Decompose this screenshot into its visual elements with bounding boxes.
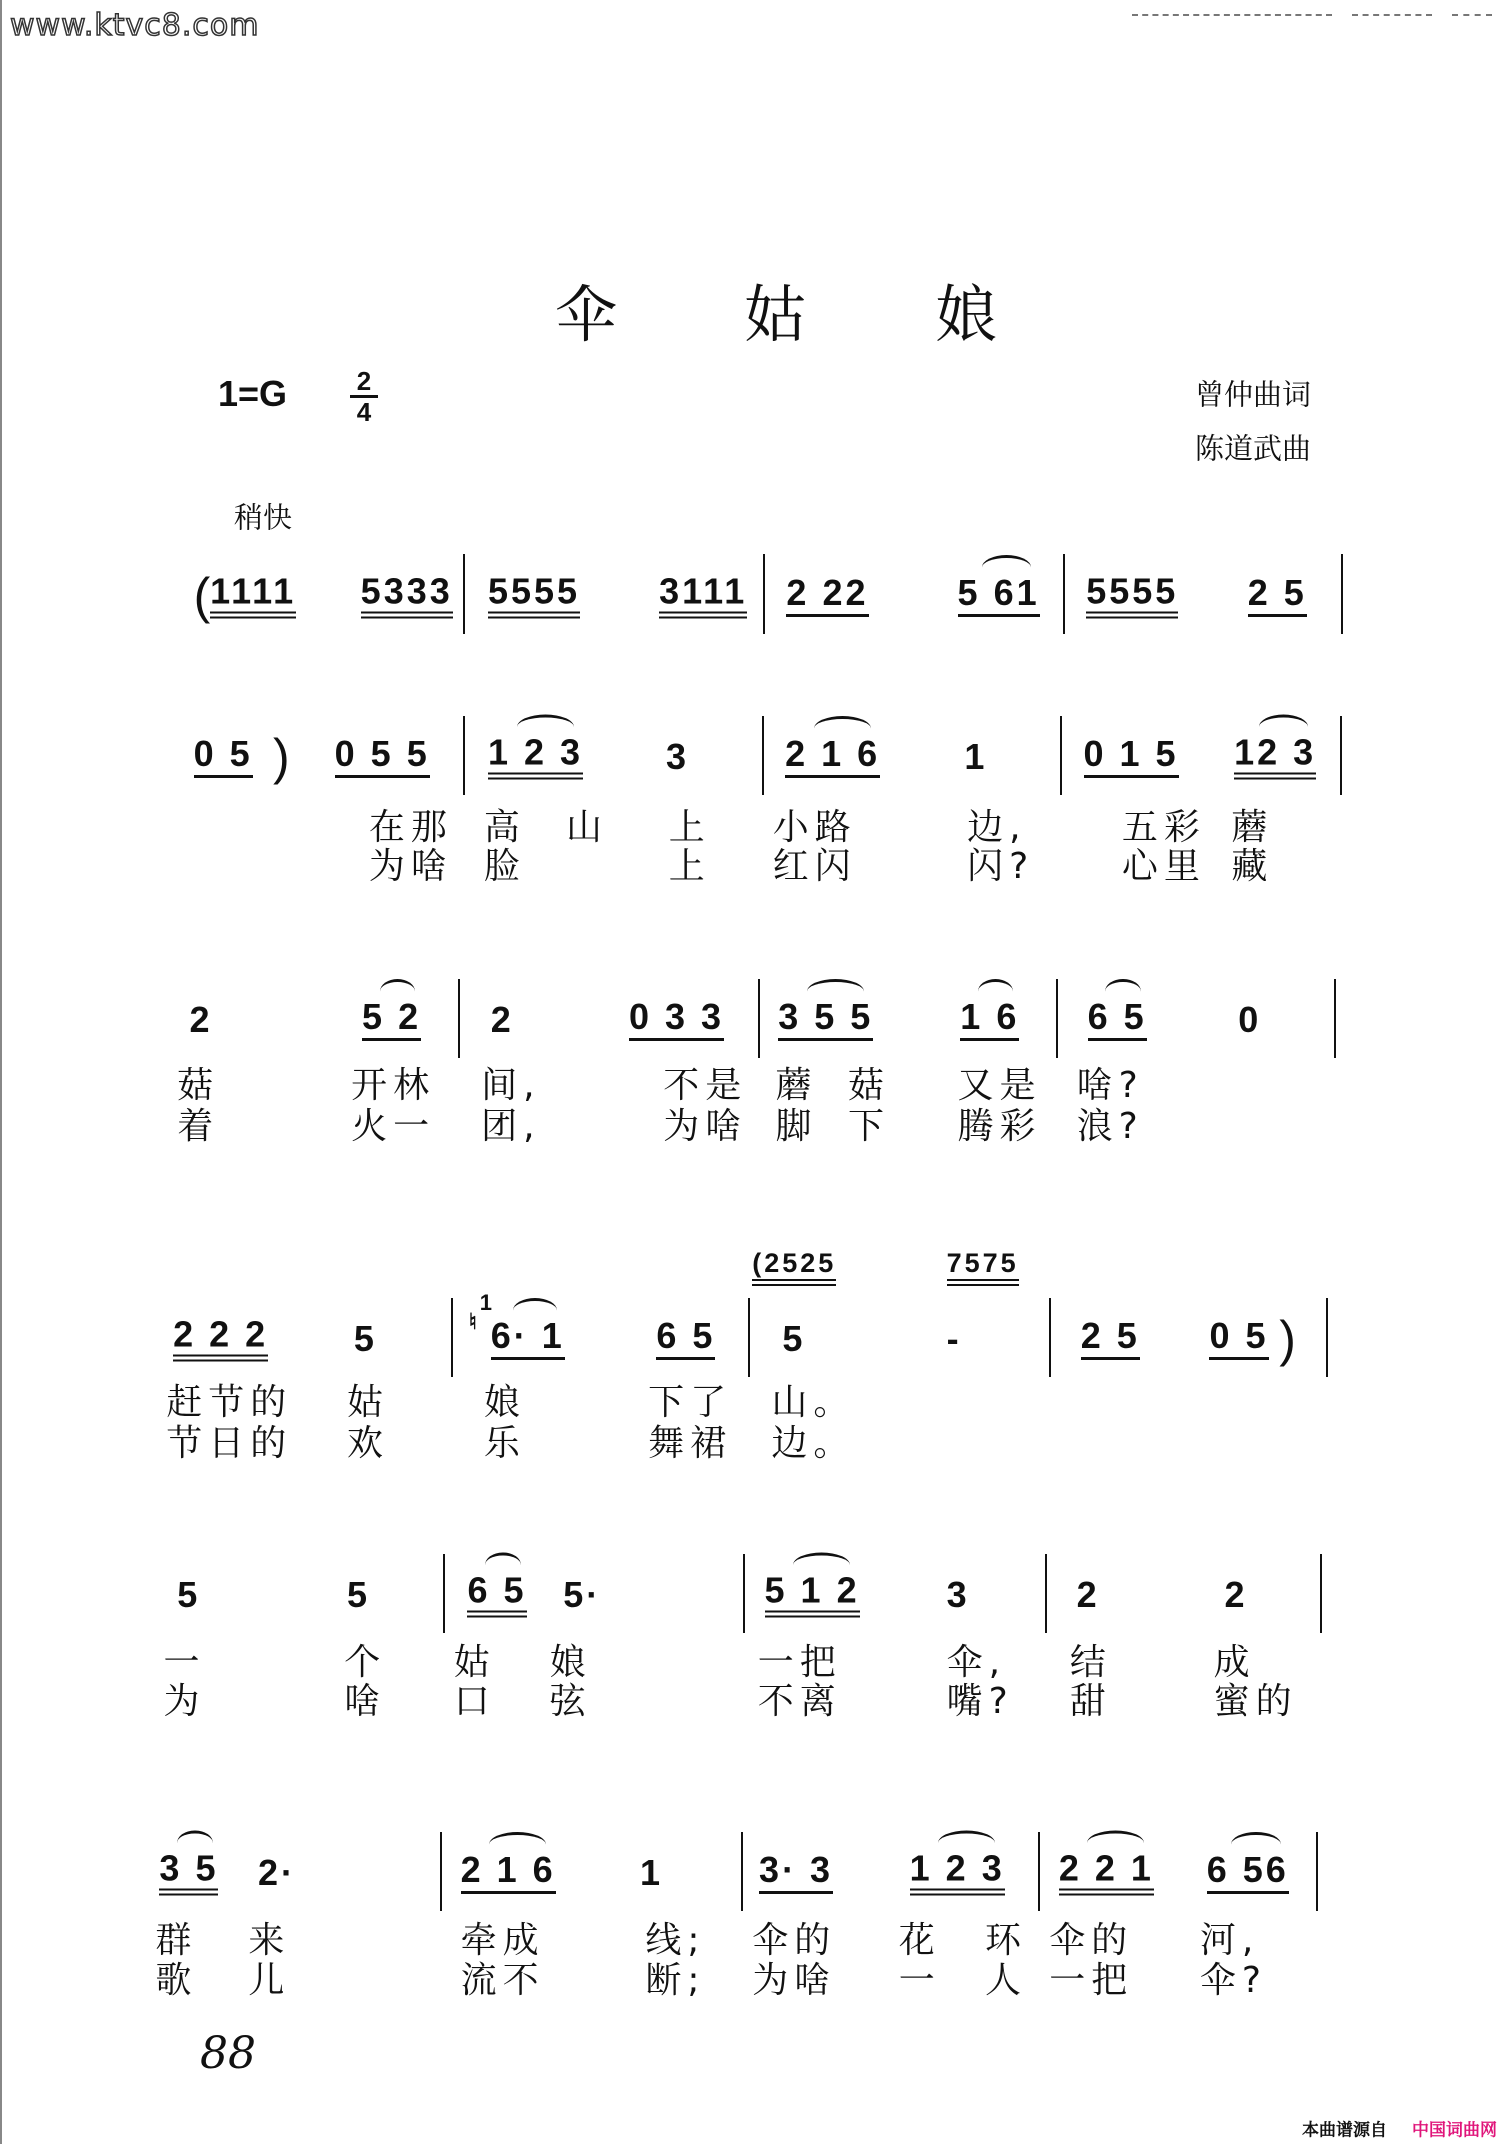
note-group: 0 xyxy=(1238,998,1262,1040)
lyric-verse-1: 姑 xyxy=(453,1642,496,1684)
lyric-verse-2: 腾彩 xyxy=(957,1105,1042,1147)
lyric-verse-2: 为 xyxy=(163,1680,206,1722)
lyric-verse-1: 伞的 xyxy=(1049,1920,1134,1962)
barline xyxy=(463,716,465,795)
page-number: 88 xyxy=(200,2028,256,2079)
note-group: 5 2 xyxy=(362,999,421,1041)
lyric-verse-1: 个 xyxy=(344,1642,387,1684)
lyric-verse-1: 成 xyxy=(1213,1642,1256,1684)
slur-mark xyxy=(380,979,415,1004)
lyric-verse-1: 啥? xyxy=(1076,1064,1144,1106)
note-group: 0 5 5 xyxy=(335,736,430,778)
lyric-verse-1: 群 xyxy=(155,1920,198,1962)
barline xyxy=(762,716,764,795)
lyric-verse-2: 蜜的 xyxy=(1213,1680,1298,1722)
lyric-verse-1: 来 xyxy=(248,1920,291,1962)
slur-mark xyxy=(1087,1830,1144,1855)
lyric-verse-1: 姑 xyxy=(346,1382,389,1424)
title-char-3: 娘 xyxy=(935,278,998,351)
lyric-verse-1: 五彩 xyxy=(1121,807,1206,849)
lyric-verse-2: 为啥 xyxy=(752,1959,837,2001)
note-group: 1 6 xyxy=(960,999,1019,1041)
note-group: 0 1 5 xyxy=(1084,736,1179,778)
time-signature-top: 2 xyxy=(356,366,372,396)
barline xyxy=(763,554,765,633)
lyric-verse-2: 嘴? xyxy=(946,1680,1014,1722)
barline xyxy=(758,979,760,1058)
note-group: 6· 1 xyxy=(491,1318,565,1360)
lyric-verse-2: 不离 xyxy=(757,1680,842,1722)
lyric-verse-2: 边。 xyxy=(771,1423,856,1465)
note-group: 3 5 5 xyxy=(778,999,873,1041)
barline xyxy=(1063,554,1065,633)
note-group: 2 1 6 xyxy=(461,1852,556,1894)
barline xyxy=(451,1298,453,1377)
lyric-verse-1: 花 xyxy=(898,1920,941,1962)
slur-mark xyxy=(1259,715,1308,740)
note-group: 0 5 xyxy=(194,736,253,778)
lyric-verse-2: 欢 xyxy=(346,1423,389,1465)
note-group: 2 xyxy=(490,998,514,1040)
barline xyxy=(1049,1298,1051,1377)
note-group: 5 xyxy=(353,1317,377,1359)
lyric-verse-2: 为啥 xyxy=(663,1105,748,1147)
note-group: 5555 xyxy=(1086,573,1178,618)
lyric-verse-1: 蘑 xyxy=(775,1064,818,1106)
lyric-verse-1: 一 xyxy=(163,1642,206,1684)
lyric-verse-1: 开林 xyxy=(351,1064,436,1106)
note-group: 1 xyxy=(639,1851,663,1893)
note-group: - xyxy=(946,1317,962,1359)
bracket: ) xyxy=(273,729,293,786)
lyric-verse-1: 间, xyxy=(481,1064,541,1106)
note-group: 2 1 6 xyxy=(785,736,880,778)
lyric-verse-2: 舞裙 xyxy=(648,1423,733,1465)
composer-credit: 陈道武曲 xyxy=(1195,431,1312,466)
lyric-verse-2: 团, xyxy=(481,1105,541,1147)
lyric-verse-1: 山。 xyxy=(771,1382,856,1424)
lyric-verse-1: 娘 xyxy=(549,1642,592,1684)
lyric-verse-1: 小路 xyxy=(772,807,857,849)
lyric-verse-2: 甜 xyxy=(1069,1680,1112,1722)
lyric-verse-2: 藏 xyxy=(1231,845,1274,887)
time-signature xyxy=(350,368,378,425)
note-group: 2 22 xyxy=(786,575,868,617)
lyric-verse-2: 一 xyxy=(898,1959,941,2001)
lyric-verse-2: 心里 xyxy=(1121,845,1206,887)
note-group: 2 xyxy=(1076,1573,1100,1615)
lyric-verse-2: 歌 xyxy=(155,1959,198,2001)
slur-mark xyxy=(978,979,1013,1004)
natural-sign: ♮ xyxy=(468,1309,477,1335)
slur-mark xyxy=(982,555,1031,580)
note-group: 5· xyxy=(563,1573,602,1615)
note-group: 5 61 xyxy=(958,575,1040,617)
barline xyxy=(1326,1298,1328,1377)
lyric-verse-1: 上 xyxy=(668,807,711,849)
lyric-verse-1: 在那 xyxy=(368,807,453,849)
slur-mark xyxy=(807,979,864,1004)
slur-mark xyxy=(177,1830,212,1855)
note-group: 5555 xyxy=(488,573,580,618)
barline xyxy=(741,1832,743,1911)
note-group: 3111 xyxy=(659,573,747,618)
scan-artifact-line xyxy=(1132,14,1332,16)
barline xyxy=(748,1298,750,1377)
note-group: 5 1 2 xyxy=(765,1572,860,1617)
ossia-note-group: (2525 xyxy=(752,1250,836,1286)
scan-artifact-line xyxy=(1352,14,1432,16)
note-group: 6 56 xyxy=(1207,1852,1289,1894)
barline xyxy=(458,979,460,1058)
lyric-verse-1: 线; xyxy=(645,1920,706,1962)
lyric-verse-1: 菇 xyxy=(848,1064,891,1106)
lyric-verse-2: 火一 xyxy=(351,1105,436,1147)
grace-note: 1 xyxy=(479,1290,493,1316)
slur-mark xyxy=(485,1552,520,1577)
lyric-verse-1: 赶节的 xyxy=(166,1382,293,1424)
lyric-verse-2: 闪? xyxy=(967,845,1035,887)
lyric-verse-2: 乐 xyxy=(483,1423,526,1465)
note-group: 6 5 xyxy=(656,1318,715,1360)
lyric-verse-1: 又是 xyxy=(957,1064,1042,1106)
lyric-verse-2: 断; xyxy=(645,1959,706,2001)
lyric-verse-2: 节日的 xyxy=(166,1423,293,1465)
barline xyxy=(1056,979,1058,1058)
lyric-verse-1: 牵成 xyxy=(460,1920,545,1962)
note-group: 2 2 1 xyxy=(1059,1850,1154,1895)
note-group: 0 3 3 xyxy=(629,999,724,1041)
note-group: 1111 xyxy=(210,573,296,618)
slur-mark xyxy=(489,1832,546,1857)
lyric-verse-1: 不是 xyxy=(663,1064,748,1106)
slur-mark xyxy=(814,716,871,741)
lyric-verse-1: 一把 xyxy=(757,1642,842,1684)
note-group: 12 3 xyxy=(1234,735,1316,780)
ossia-note-group: 7575 xyxy=(947,1250,1019,1286)
lyric-verse-1: 伞, xyxy=(946,1642,1007,1684)
note-group: 3 xyxy=(665,736,689,778)
lyric-verse-1: 结 xyxy=(1069,1642,1112,1684)
lyric-verse-2: 人 xyxy=(984,1959,1027,2001)
lyric-verse-1: 伞的 xyxy=(752,1920,837,1962)
note-group: 3· 3 xyxy=(759,1852,833,1894)
barline xyxy=(1320,1554,1322,1633)
note-group: 3 5 xyxy=(159,1850,218,1895)
lyric-verse-2: 啥 xyxy=(344,1680,387,1722)
title-char-2: 姑 xyxy=(744,278,807,351)
barline xyxy=(1334,979,1336,1058)
watermark: www.ktvc8.com xyxy=(10,8,260,43)
lyric-verse-2: 着 xyxy=(177,1105,220,1147)
tempo-marking: 稍快 xyxy=(234,500,293,535)
slur-mark xyxy=(1231,1832,1280,1857)
lyric-verse-2: 为啥 xyxy=(368,845,453,887)
lyric-verse-1: 河, xyxy=(1199,1920,1260,1962)
note-group: 2 xyxy=(189,998,213,1040)
lyric-verse-2: 上 xyxy=(668,845,711,887)
note-group: 2 5 xyxy=(1081,1318,1140,1360)
lyric-verse-1: 蘑 xyxy=(1231,807,1274,849)
key-signature: 1=G xyxy=(218,373,288,414)
slur-mark xyxy=(1105,979,1140,1004)
barline xyxy=(1340,716,1342,795)
note-group: 1 xyxy=(964,736,988,778)
scan-artifact-line xyxy=(1452,14,1492,16)
note-group: 3 xyxy=(946,1573,970,1615)
barline xyxy=(1060,716,1062,795)
lyric-verse-2: 弦 xyxy=(549,1680,592,1722)
note-group: 5 xyxy=(346,1573,371,1615)
note-group: 5333 xyxy=(361,573,453,618)
lyric-verse-2: 下 xyxy=(848,1105,891,1147)
lyric-verse-2: 脚 xyxy=(775,1105,818,1147)
slur-mark xyxy=(793,1552,850,1577)
lyric-verse-1: 下了 xyxy=(648,1382,733,1424)
barline xyxy=(440,1832,442,1911)
footer-source-label: 本曲谱源自 xyxy=(1302,2120,1387,2141)
note-group: 2 2 2 xyxy=(173,1316,268,1361)
lyric-verse-2: 儿 xyxy=(248,1959,291,2001)
barline xyxy=(1045,1554,1047,1633)
lyric-verse-1: 边, xyxy=(967,807,1027,849)
note-group: 0 5 xyxy=(1209,1318,1268,1360)
lyric-verse-2: 口 xyxy=(453,1680,496,1722)
bracket: ) xyxy=(1279,1310,1299,1367)
lyric-verse-2: 伞? xyxy=(1199,1959,1267,2001)
barline xyxy=(1038,1832,1040,1911)
note-group: 5 xyxy=(782,1317,806,1359)
note-group: 6 5 xyxy=(467,1572,526,1617)
slur-mark xyxy=(938,1830,995,1855)
lyric-verse-1: 山 xyxy=(566,807,609,849)
barline xyxy=(1341,554,1343,633)
lyric-verse-1: 娘 xyxy=(483,1382,526,1424)
barline xyxy=(743,1554,745,1633)
slur-mark xyxy=(517,715,574,740)
lyric-verse-2: 浪? xyxy=(1076,1105,1144,1147)
lyric-verse-2: 一把 xyxy=(1049,1959,1134,2001)
note-group: 2· xyxy=(258,1851,297,1893)
lyric-verse-2: 红闪 xyxy=(772,845,857,887)
lyric-verse-2: 流不 xyxy=(460,1959,545,2001)
note-group: 2 5 xyxy=(1248,575,1307,617)
note-group: 5 xyxy=(177,1573,201,1615)
barline xyxy=(443,1554,445,1633)
lyricist-credit: 曾仲曲词 xyxy=(1195,377,1312,412)
lyric-verse-1: 菇 xyxy=(177,1064,220,1106)
title-char-1: 伞 xyxy=(555,278,618,351)
note-group: 2 xyxy=(1224,1573,1248,1615)
bracket: ( xyxy=(193,567,214,624)
lyric-verse-1: 高 xyxy=(483,807,526,849)
slur-mark xyxy=(513,1298,557,1323)
lyric-verse-1: 环 xyxy=(984,1920,1027,1962)
barline xyxy=(1316,1832,1318,1911)
barline xyxy=(463,554,465,633)
time-signature-bottom: 4 xyxy=(356,397,372,427)
lyric-verse-2: 脸 xyxy=(483,845,526,887)
note-group: 1 2 3 xyxy=(488,735,583,780)
note-group: 6 5 xyxy=(1088,999,1147,1041)
note-group: 1 2 3 xyxy=(910,1850,1005,1895)
footer-site-link[interactable]: 中国词曲网 xyxy=(1412,2120,1497,2141)
